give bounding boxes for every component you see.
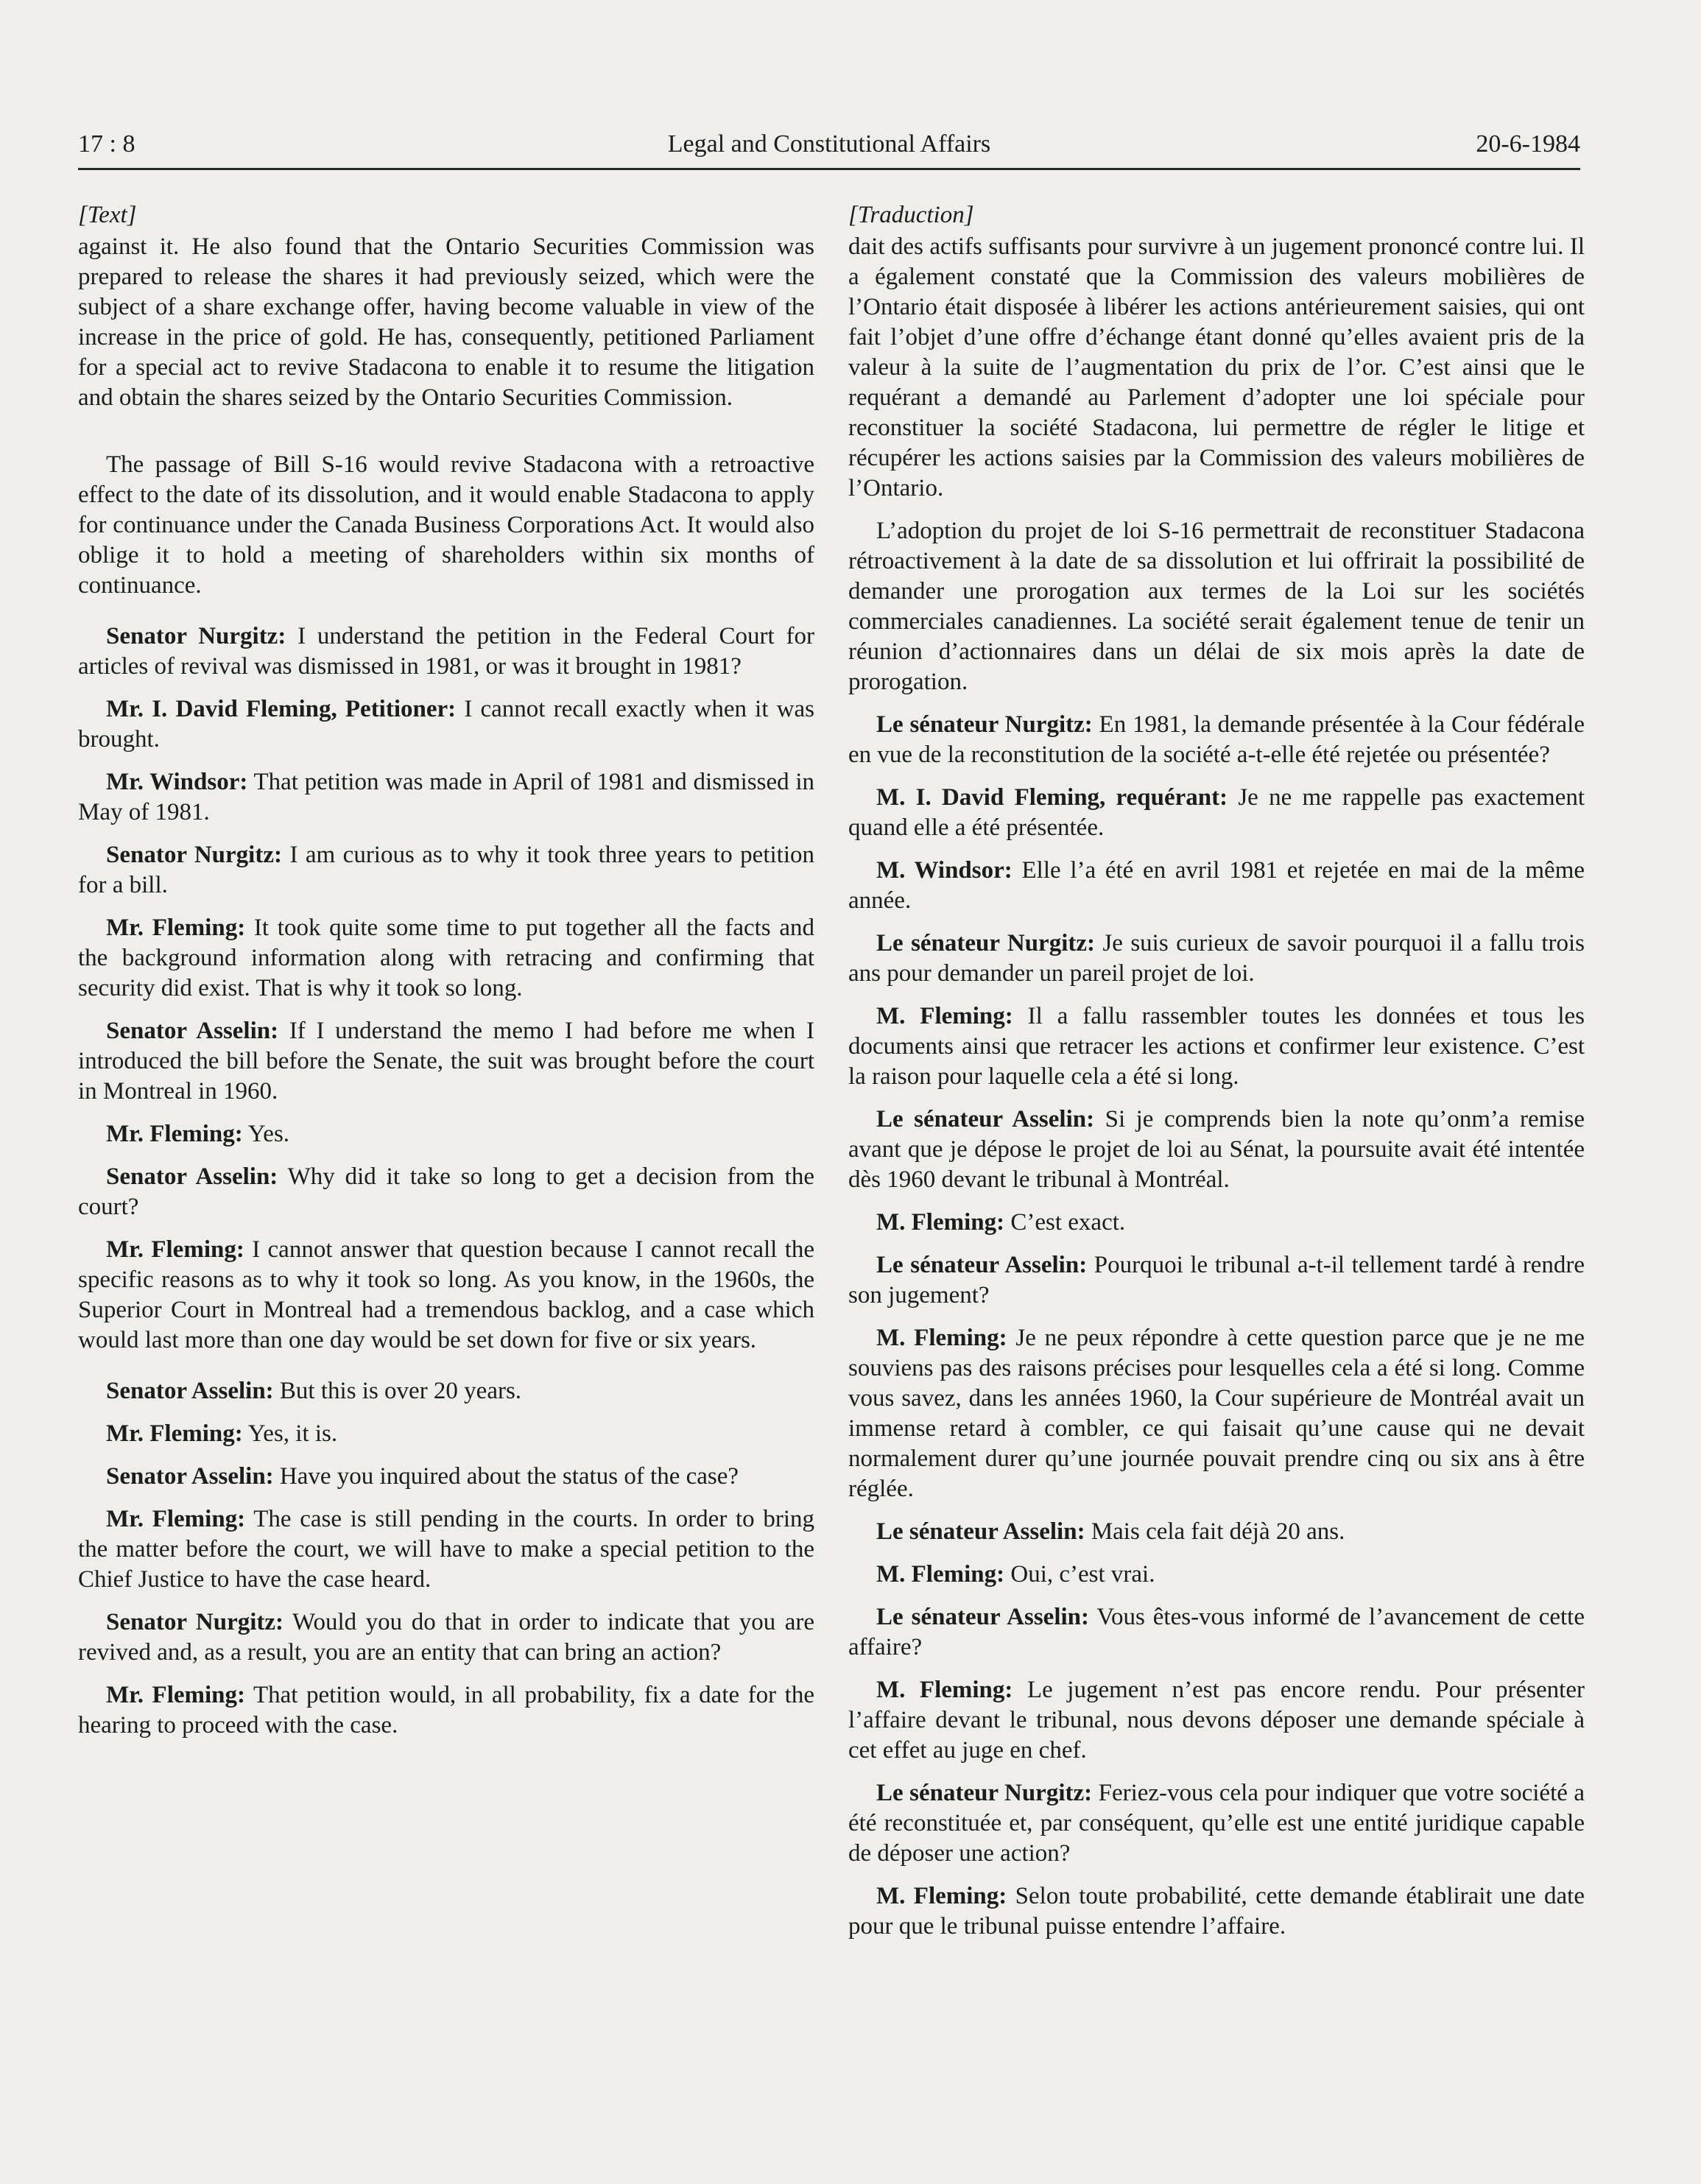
speaker: M. Fleming: [876,1677,1013,1703]
speaker: Senator Asselin: [106,1018,279,1044]
speaker: Le sénateur Nurgitz: [876,1780,1093,1806]
speaker: Mr. Fleming: [106,1506,246,1532]
dialogue-turn: Senator Asselin: Have you inquired about the status of the case? [106,1463,739,1490]
speaker: Le sénateur Nurgitz: [876,930,1095,957]
language-tag: [Text] [78,202,137,228]
dialogue-turn: Senator Asselin: But this is over 20 years. [106,1378,522,1404]
paragraph: against it. He also found that the Ontario Securities Commission was prepared to release the shares it had previously seized, which were the subject of a share exchange offer, having become valuable in view of the increase in the price of gold. He has, consequently, petitioned Parliament for a special act to revive Stadacona to enable it to resume the litigation and obtain the shares seized by the Ontario Securities Commission. [78,233,814,411]
speaker: Senator Asselin: [106,1463,274,1490]
speaker: Senator Nurgitz: [106,842,282,868]
dialogue-turn: Senator Asselin: If I understand the memo I had before me when I introduced the bill before the Senate, the suit was brought before the court in Montreal in 1960. [78,1018,814,1105]
page-header [78,124,1580,165]
page-number: 17 : 8 [78,130,135,158]
running-title: Legal and Constitutional Affairs [667,130,991,158]
dialogue-turn: Senator Nurgitz: I am curious as to why it took three years to petition for a bill. [78,842,815,898]
dialogue-turn: M. I. David Fleming, requérant: Je ne me rappelle pas exactement quand elle a été présentée. [848,784,1585,841]
speaker: Mr. I. David Fleming, Petitioner: [106,696,457,722]
header-rule [78,168,1580,170]
speaker: Le sénateur Asselin: [876,1252,1088,1278]
dialogue-turn: M. Windsor: Elle l’a été en avril 1981 et rejetée en mai de la même année. [848,857,1585,914]
speaker: Le sénateur Asselin: [876,1106,1095,1132]
speaker: M. Fleming: [876,1003,1013,1029]
speaker: M. Fleming: [876,1325,1007,1351]
speaker: Le sénateur Asselin: [876,1518,1085,1545]
dialogue-turn: Senator Nurgitz: I understand the petition in the Federal Court for articles of revival was dismissed in 1981, or was it brought in 1981? [78,623,814,680]
speaker: Le sénateur Asselin: [876,1604,1089,1630]
dialogue-turn: Le sénateur Nurgitz: Je suis curieux de savoir pourquoi il a fallu trois ans pour demander un pareil projet de loi. [848,930,1585,987]
speaker: Le sénateur Nurgitz: [876,711,1093,738]
dialogue-turn: Mr. Windsor: That petition was made in April of 1981 and dismissed in May of 1981. [78,769,814,825]
speaker: Mr. Windsor: [106,769,248,795]
speaker: M. Fleming: [876,1883,1007,1909]
speaker: M. Fleming: [876,1561,1005,1588]
dialogue-turn: Le sénateur Asselin: Pourquoi le tribunal a-t-il tellement tardé à rendre son jugement? [848,1252,1585,1308]
dialogue-turn: M. Fleming: Oui, c’est vrai. [876,1561,1155,1588]
paragraph: dait des actifs suffisants pour survivre à un jugement prononcé contre lui. Il a également constaté que la Commission des valeurs mobilières de l’Ontario était disposée à libérer les actions antérieurement saisies, qui ont fait l’objet d’une offre d’échange étant donné qu’elles avaient pris de la valeur à la suite de l’augmentation du prix de l’or. C’est ainsi que le requérant a demandé au Parlement d’adopter une loi spéciale pour reconstituer la société Stadacona, lui permettre de régler le litige et récupérer les actions saisies par la Commission des valeurs mobilières de l’Ontario. [848,233,1585,501]
dialogue-turn: Le sénateur Asselin: Vous êtes-vous informé de l’avancement de cette affaire? [848,1604,1585,1660]
speaker: Mr. Fleming: [106,915,246,941]
dialogue-turn: Mr. I. David Fleming, Petitioner: I cannot recall exactly when it was brought. [78,696,815,753]
speaker: Senator Asselin: [106,1163,278,1190]
dialogue-turn: Le sénateur Nurgitz: En 1981, la demande présentée à la Cour fédérale en vue de la reconstitution de la société a-t-elle été rejetée ou présentée? [848,711,1585,768]
english-column [78,200,814,1753]
dialogue-turn: Le sénateur Asselin: Mais cela fait déjà 20 ans. [876,1518,1345,1545]
speaker: M. Windsor: [876,857,1012,884]
dialogue-turn: Mr. Fleming: Yes. [106,1121,290,1147]
dialogue-turn: Senator Nurgitz: Would you do that in order to indicate that you are revived and, as a result, you are an entity that can bring an action? [78,1609,814,1666]
dialogue-turn: M. Fleming: Selon toute probabilité, cette demande établirait une date pour que le tribunal puisse entendre l’affaire. [848,1883,1585,1940]
dialogue-turn: Mr. Fleming: I cannot answer that question because I cannot recall the specific reasons as to why it took so long. As you know, in the 1960s, the Superior Court in Montreal had a tremendous backlog, and a case which would last more than one day would be set down for five or six years. [78,1236,815,1353]
speaker: Mr. Fleming: [106,1121,243,1147]
speaker: Senator Nurgitz: [106,1609,284,1635]
dialogue-turn: Le sénateur Asselin: Si je comprends bien la note qu’onm’a remise avant que je dépose le projet de loi au Sénat, la poursuite avait été intentée dès 1960 devant le tribunal à Montréal. [848,1106,1585,1193]
speaker: Senator Nurgitz: [106,623,286,649]
paragraph: L’adoption du projet de loi S-16 permettrait de reconstituer Stadacona rétroactivement à la date de sa dissolution et lui offrirait la possibilité de demander une prorogation aux termes de la Loi sur les sociétés commerciales canadiennes. La société serait également tenue de tenir un réunion d’actionnaires dans un délai de six mois après la date de prorogation. [848,518,1585,695]
french-column [848,200,1585,1954]
dialogue-turn: M. Fleming: Il a fallu rassembler toutes les données et tous les documents ainsi que retracer les actions et confirmer leur existence. C’est la raison pour laquelle cela a été si long. [848,1003,1585,1090]
dialogue-turn: Le sénateur Nurgitz: Feriez-vous cela pour indiquer que votre société a été reconstituée et, par conséquent, qu’elle est une entité juridique capable de déposer une action? [848,1780,1585,1867]
dialogue-turn: M. Fleming: C’est exact. [876,1209,1126,1236]
dialogue-turn: Mr. Fleming: It took quite some time to put together all the facts and the background information along with retracing and confirming that security did exist. That is why it took so long. [78,915,815,1001]
dialogue-turn: M. Fleming: Le jugement n’est pas encore rendu. Pour présenter l’affaire devant le tribunal, nous devons déposer une demande spéciale à cet effet au juge en chef. [848,1677,1585,1764]
page-date: 20-6-1984 [1476,130,1580,158]
dialogue-turn: Senator Asselin: Why did it take so long to get a decision from the court? [78,1163,814,1220]
dialogue-turn: Mr. Fleming: Yes, it is. [106,1420,338,1447]
paragraph: The passage of Bill S-16 would revive Stadacona with a retroactive effect to the date of its dissolution, and it would enable Stadacona to apply for continuance under the Canada Business Corporations Act. It would also oblige it to hold a meeting of shareholders within six months of continuance. [78,451,814,599]
speaker: Mr. Fleming: [106,1682,246,1708]
speaker: M. Fleming: [876,1209,1005,1236]
speaker: M. I. David Fleming, requérant: [876,784,1228,811]
language-tag: [Traduction] [848,202,974,228]
dialogue-turn: M. Fleming: Je ne peux répondre à cette question parce que je ne me souviens pas des raisons précises pour lesquelles cela a été si long. Comme vous savez, dans les années 1960, la Cour supérieure de Montréal avait un immense retard à combler, ce qui faisait qu’une cause qui ne devait normalement durer qu’une journée pouvait prendre cinq ou six ans à être réglée. [848,1325,1585,1502]
dialogue-turn: Mr. Fleming: That petition would, in all probability, fix a date for the hearing to proceed with the case. [78,1682,814,1739]
speaker: Mr. Fleming: [106,1236,244,1263]
dialogue-turn: Mr. Fleming: The case is still pending in the courts. In order to bring the matter before the court, we will have to make a special petition to the Chief Justice to have the case heard. [78,1506,814,1593]
speaker: Mr. Fleming: [106,1420,243,1447]
speaker: Senator Asselin: [106,1378,274,1404]
